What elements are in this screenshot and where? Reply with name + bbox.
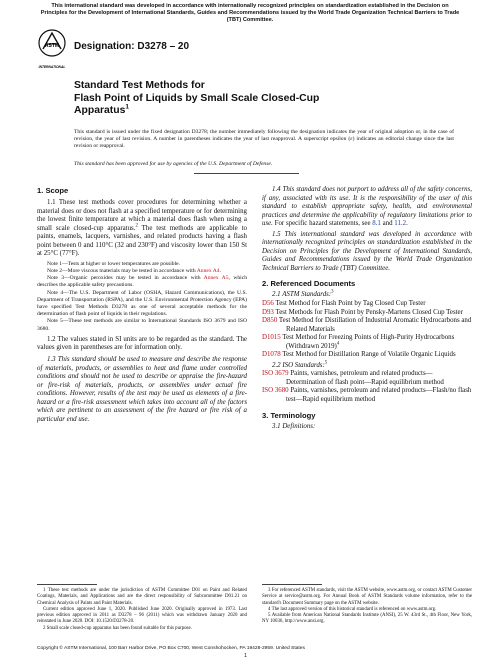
astm-reference-code-link[interactable]: D850 [262,317,278,325]
astm-reference-item [262,300,472,309]
right-column [262,186,472,431]
designation-label: Designation: [74,41,135,52]
astm-logo [37,28,67,76]
note-3: Note 3—Organic peroxides may be tested in accordance with Annex A5, which describes the applicable safety precautions. [37,275,248,289]
iso-reference-item [262,370,472,387]
astm-reference-title: Test Method for Distillation of Industrial Aromatic Hydrocarbons and Related Materials [277,317,472,333]
para-1-3: 1.3 This standard should be used to measure and describe the response of materials, products, or assemblies to heat and flame under controlled conditions and should not be used to describe or appraise the fire-hazard or fire-risk of materials, products, or assemblies under actual fire conditions. However, results of the test may be used as elements of a fire-hazard or a fire-risk assessment which takes into account all of the factors which are pertinent to an assessment of the fire hazard or fire risk of a particular end use. [37,355,247,423]
svg-text:ASTM: ASTM [44,43,60,49]
footnotes-left [37,588,247,632]
page-number: 1 [244,653,247,659]
astm-reference-footnote-ref[interactable]: 4 [336,341,340,347]
iso-reference-code-link[interactable]: ISO 3680 [262,387,289,395]
astm-standards-label: 2.1 ASTM Standards:$^3$ [272,290,334,299]
footnote-5: 5 Available from American National Standards Institute (ANSI), 25 W. 43rd St., 4th Floor, New York, NY 10036, http://www.ansi.org. [262,613,472,625]
iso-reference-list [262,370,472,404]
copyright-footer: Copyright © ASTM International, 100 Barr Harbor Drive, PO Box C700, West Conshohocken, PA 19428-2959. United States [37,646,305,651]
para-1-5: 1.5 This international standard was developed in accordance with internationally recognized principles on standardization established in the Decision on Principles for the Development of International Standards, Guides and Recommendations issued by the World Trade Organization Technical Barriers to Trade (TBT) Committee. [262,230,472,272]
dod-approval: This standard has been approved for use by agencies of the U.S. Department of Defense. [74,161,273,167]
astm-reference-code-link[interactable]: D93 [262,308,274,316]
note-1: Note 1—Tests at higher or lower temperatures are possible. [47,260,181,267]
astm-reference-title: Test Methods for Flash Point by Pensky-Martens Closed Cup Tester [273,308,463,316]
definitions-label: 3.1 Definitions: [272,422,316,430]
svg-text:INTERNATIONAL: INTERNATIONAL [38,65,66,69]
section-1-heading: 1. Scope [37,186,69,195]
footnote-rule-left [37,584,97,585]
left-column [37,186,247,424]
link-8-1[interactable]: 8.1 [372,220,381,228]
astm-reference-title: Test Method for Distillation Range of Volatile Organic Liquids [280,351,456,359]
designation [74,41,189,52]
iso-reference-title: Paints, varnishes, petroleum and related products—Determination of flash point—Rapid equilibrium method [286,370,444,386]
footnote-3: 3 For referenced ASTM standards, visit the ASTM website, www.astm.org, or contact ASTM Customer Service at service@astm.org. For Annual Book of ASTM Standards volume information, refer to the standard's Document Summary page on the ASTM website. [262,588,472,606]
iso-standards-label: 2.2 ISO Standards:$^5$ [272,360,328,369]
footnote-2: 2 Small scale closed-cup apparatus has been found suitable for this purpose. [43,625,192,631]
link-11-2[interactable]: 11.2 [394,220,407,228]
iso-reference-title: Paints, varnishes, petroleum and related products—Flash/no flash test—Rapid equilibrium method [286,387,472,404]
section-3-heading: 3. Terminology [262,410,316,420]
note-5: Note 5—These test methods are similar to International Standards ISO 3679 and ISO 3680. [37,318,247,332]
document-title [74,80,454,118]
astm-reference-item [262,309,472,318]
title-line-3: Apparatus [74,105,126,116]
para-1-2: 1.2 The values stated in SI units are to be regarded as the standard. The values given in parentheses are for information only. [37,335,247,352]
astm-reference-code-link[interactable]: D1015 [262,334,281,342]
designation-code: D3278 – 20 [137,41,190,52]
footnotes-right [262,588,472,626]
astm-reference-title: Test Method for Freezing Points of High-Purity Hydrocarbons (Withdrawn 2019) [280,334,455,350]
footnote-1b: Current edition approved June 1, 2020. Published June 2020. Originally approved in 1973. Last previous edition approved in 2011 as D3278 – 96 (2011) which was withdrawn January 2020 and reinstated in June 2020. DOI: 10.1520/D3278-20. [37,606,247,625]
iso-reference-item [262,387,472,404]
astm-reference-code-link[interactable]: D56 [262,300,274,308]
note-4: Note 4—The U.S. Department of Labor (OSHA, Hazard Communications), the U.S. Department of Transportation (RSPA), and the U.S. Environmental Protection Agency (EPA) have specified Test Methods D3278 as one of several acceptable methods for the determination of flash point of liquids in their regulations. [37,289,247,318]
footnote-1: 1 These test methods are under the jurisdiction of ASTM Committee D01 on Paint and Related Coatings, Materials, and Applications and are the direct responsibility of Subcommittee D01.21 on Chemical Analysis of Paints and Paint Materials. [37,588,247,606]
note-2: Note 2—More viscous materials may be tested in accordance with Annex A4. [47,268,221,275]
astm-reference-item [262,351,472,360]
para-1-4: 1.4 This standard does not purport to address all of the safety concerns, if any, associated with its use. It is the responsibility of the user of this standard to establish appropriate safety, health, and environmental practices and determine the applicability of regulatory limitations prior to use. For specific hazard statements, see 8.1 and 11.2. [262,186,472,228]
title-line-2: Flash Point of Liquids by Small Scale Closed-Cup [74,92,320,104]
annex-a4-link[interactable]: Annex A4 [196,268,220,275]
footnote-rule-right [262,584,322,585]
annex-a5-link[interactable]: Annex A5 [203,275,229,282]
para-1-1: 1.1 These test methods cover procedures for determining whether a material does or does not flash at a specified temperature or for determining the lowest finite temperature at which a material does flash when using a small scale closed-cup apparatus.$^2$ The test methods are applicable to paints, enamels, lacquers, varnishes, and related products having a flash point between 0 and 110°C (32 and 230°F) and viscosity lower than 150 St at 25°C (77°F). [37,199,247,258]
astm-reference-code-link[interactable]: D1078 [262,351,281,359]
astm-reference-item [262,317,472,334]
section-2-heading: 2. Referenced Documents [262,279,356,289]
standard-issue-note: This standard is issued under the fixed designation D3278; the number immediately following the designation indicates the year of original adoption or, in the case of revision, the year of last revision. A number in parentheses indicates the year of last reapproval. A superscript epsilon (ε) indicates an editorial change since the last revision or reapproval. [74,129,454,150]
astm-reference-list [262,300,472,360]
international-notice: This international standard was developed in accordance with internationally recognized principles on standardization established in the Decision on Principles for the Development of International Standards, Guides and Recommendations issued by the World Trade Organization Technical Barriers to Trade (TBT) Committee. [40,3,460,23]
header-divider [194,173,299,174]
iso-reference-code-link[interactable]: ISO 3679 [262,370,289,378]
astm-reference-item [262,334,472,351]
astm-reference-title: Test Method for Flash Point by Tag Closed Cup Tester [273,300,426,308]
title-footnote-ref[interactable]: 1 [125,103,130,111]
title-line-1: Standard Test Methods for [74,80,205,91]
footnote-4: 4 The last approved version of this historical standard is referenced on www.astm.org. [268,606,437,612]
